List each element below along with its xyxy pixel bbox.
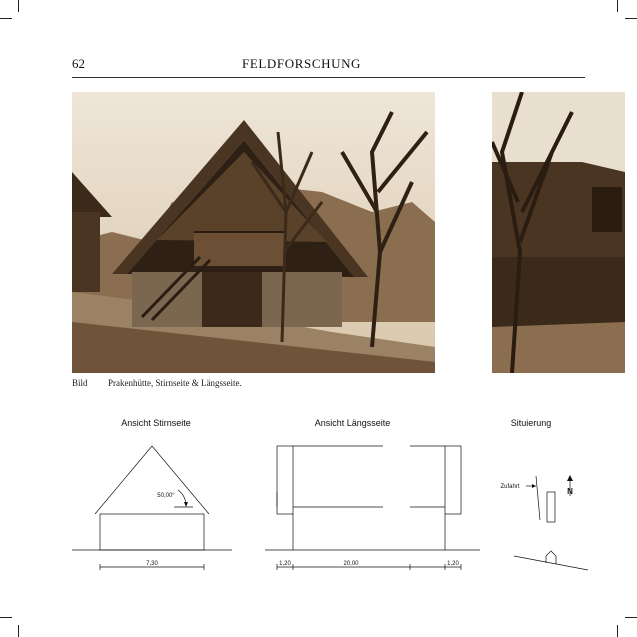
front-width-dimension: 7,30 <box>146 561 158 567</box>
side-right-dimension: 1,20 <box>447 561 459 567</box>
drawing-title-side: Ansicht Längsseite <box>314 418 391 428</box>
crop-mark <box>18 0 19 12</box>
drawing-title-front: Ansicht Stirnseite <box>121 418 191 428</box>
photo-hut-front <box>72 92 435 373</box>
technical-drawings <box>0 430 637 590</box>
figure-caption-label: Bild <box>72 378 88 388</box>
front-elevation-drawing <box>72 446 232 570</box>
crop-mark <box>0 18 12 19</box>
site-access-label: Zufahrt <box>500 484 520 490</box>
north-label: N <box>567 487 573 496</box>
running-header-title: FELDFORSCHUNG <box>242 56 362 71</box>
side-left-dimension: 1,20 <box>279 561 291 567</box>
photo-hut-side <box>492 92 625 373</box>
figure-caption-text: Prakenhütte, Stirnseite & Längsseite. <box>108 378 242 388</box>
crop-mark <box>0 617 12 618</box>
header-rule <box>72 77 585 78</box>
crop-mark <box>625 18 637 19</box>
page-number: 62 <box>72 56 85 71</box>
crop-mark <box>625 617 637 618</box>
side-elevation-drawing <box>265 446 480 570</box>
crop-mark <box>617 0 618 12</box>
drawing-title-site: Situierung <box>510 418 552 428</box>
crop-mark <box>617 625 618 637</box>
crop-mark <box>18 625 19 637</box>
front-angle-label: 50,00° <box>157 493 175 499</box>
site-plan-drawing <box>514 476 588 570</box>
side-main-dimension: 20,00 <box>343 561 359 567</box>
